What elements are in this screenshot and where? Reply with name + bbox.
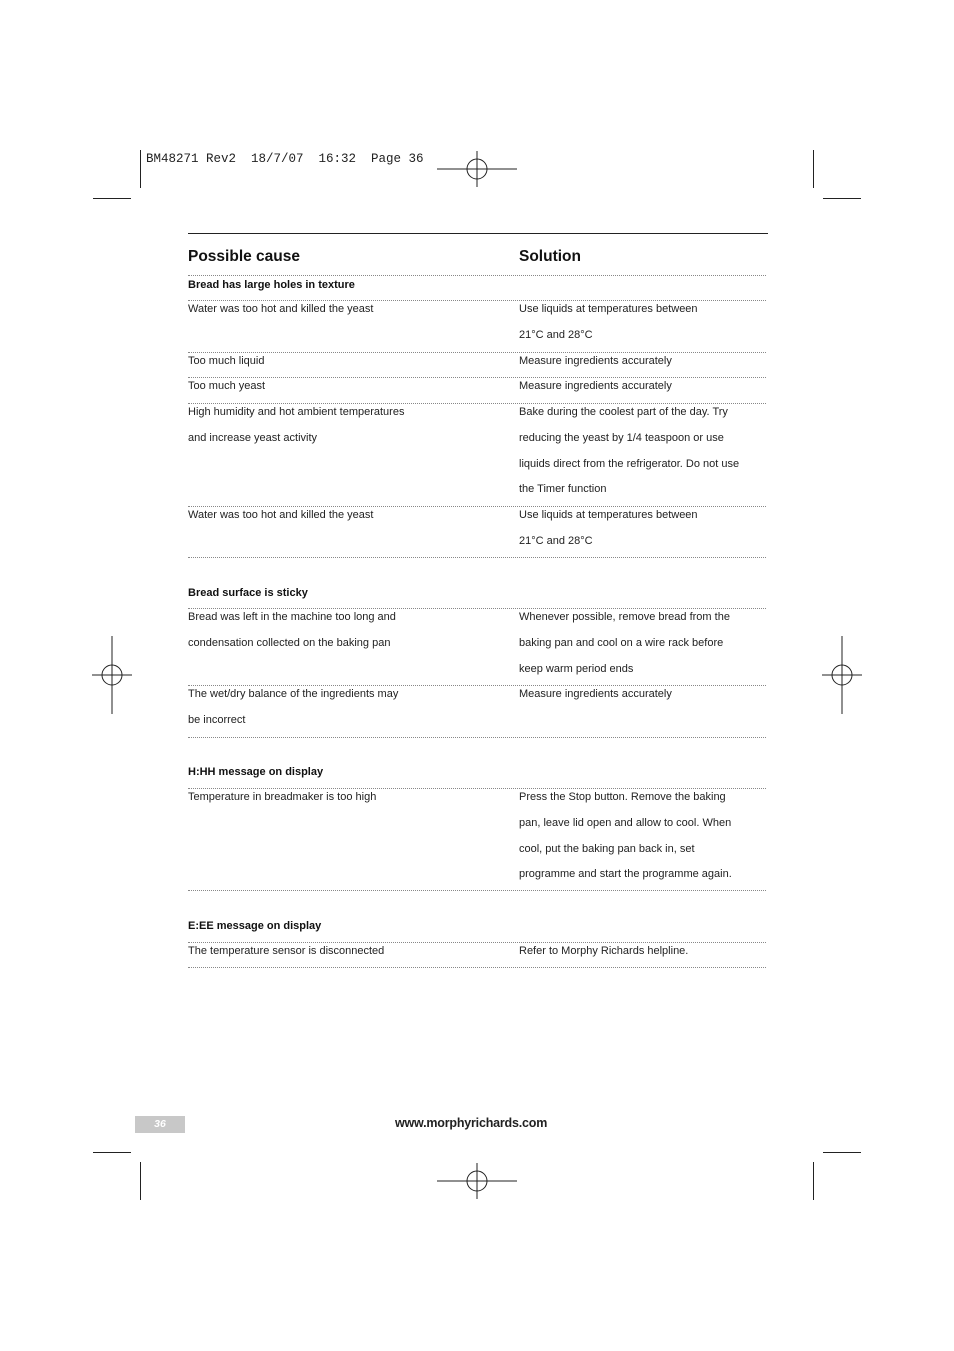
row-divider xyxy=(188,737,766,738)
cause-text: Water was too hot and killed the yeast xyxy=(188,509,374,521)
registration-mark-icon xyxy=(437,1161,517,1201)
header-rule xyxy=(188,233,768,234)
solution-text: Press the Stop button. Remove the baking pan, leave lid open and allow to cool. When cool, put the baking pan back in, set programme and start the programme again. xyxy=(519,791,732,881)
section-title: E:EE message on display xyxy=(188,920,322,932)
cause-text: Water was too hot and killed the yeast xyxy=(188,303,374,315)
row-divider xyxy=(188,557,766,558)
row-divider xyxy=(188,967,766,968)
cause-text: Temperature in breadmaker is too high xyxy=(188,791,377,803)
solution-text: Use liquids at temperatures between 21°C and 28°C xyxy=(519,509,698,547)
solution-text: Measure ingredients accurately xyxy=(519,688,672,700)
crop-mark xyxy=(93,1152,131,1153)
column-header-solution: Solution xyxy=(519,248,581,265)
crop-mark xyxy=(813,150,814,188)
print-slug: BM48271 Rev2 18/7/07 16:32 Page 36 xyxy=(146,152,424,166)
cause-text: The temperature sensor is disconnected xyxy=(188,945,385,957)
cause-text: The wet/dry balance of the ingredients may be incorrect xyxy=(188,688,399,726)
cause-text: High humidity and hot ambient temperatures and increase yeast activity xyxy=(188,406,405,444)
crop-mark xyxy=(823,198,861,199)
crop-mark xyxy=(93,198,131,199)
crop-mark xyxy=(823,1152,861,1153)
page-number: 36 xyxy=(135,1116,185,1133)
solution-text: Measure ingredients accurately xyxy=(519,355,672,367)
crop-mark xyxy=(140,150,141,188)
cause-text: Too much liquid xyxy=(188,355,265,367)
solution-text: Use liquids at temperatures between 21°C and 28°C xyxy=(519,303,698,341)
solution-text: Bake during the coolest part of the day. Try reducing the yeast by 1/4 teaspoon or use liquids direct from the refrigerator. Do not use the Timer function xyxy=(519,406,740,496)
registration-mark-icon xyxy=(437,149,517,189)
registration-mark-icon xyxy=(92,636,132,714)
row-divider xyxy=(188,890,766,891)
registration-mark-icon xyxy=(822,636,862,714)
cause-text: Bread was left in the machine too long and condensation collected on the baking pan xyxy=(188,611,396,649)
solution-text: Measure ingredients accurately xyxy=(519,380,672,392)
crop-mark xyxy=(813,1162,814,1200)
website-url: www.morphyrichards.com xyxy=(395,1116,548,1130)
row-divider xyxy=(188,275,766,276)
crop-mark xyxy=(140,1162,141,1200)
section-title: Bread surface is sticky xyxy=(188,587,308,599)
column-header-cause: Possible cause xyxy=(188,248,301,265)
solution-text: Whenever possible, remove bread from the baking pan and cool on a wire rack before keep warm period ends xyxy=(519,611,730,675)
solution-text: Refer to Morphy Richards helpline. xyxy=(519,945,689,957)
cause-text: Too much yeast xyxy=(188,380,266,392)
section-title: H:HH message on display xyxy=(188,766,324,778)
section-title: Bread has large holes in texture xyxy=(188,279,355,291)
